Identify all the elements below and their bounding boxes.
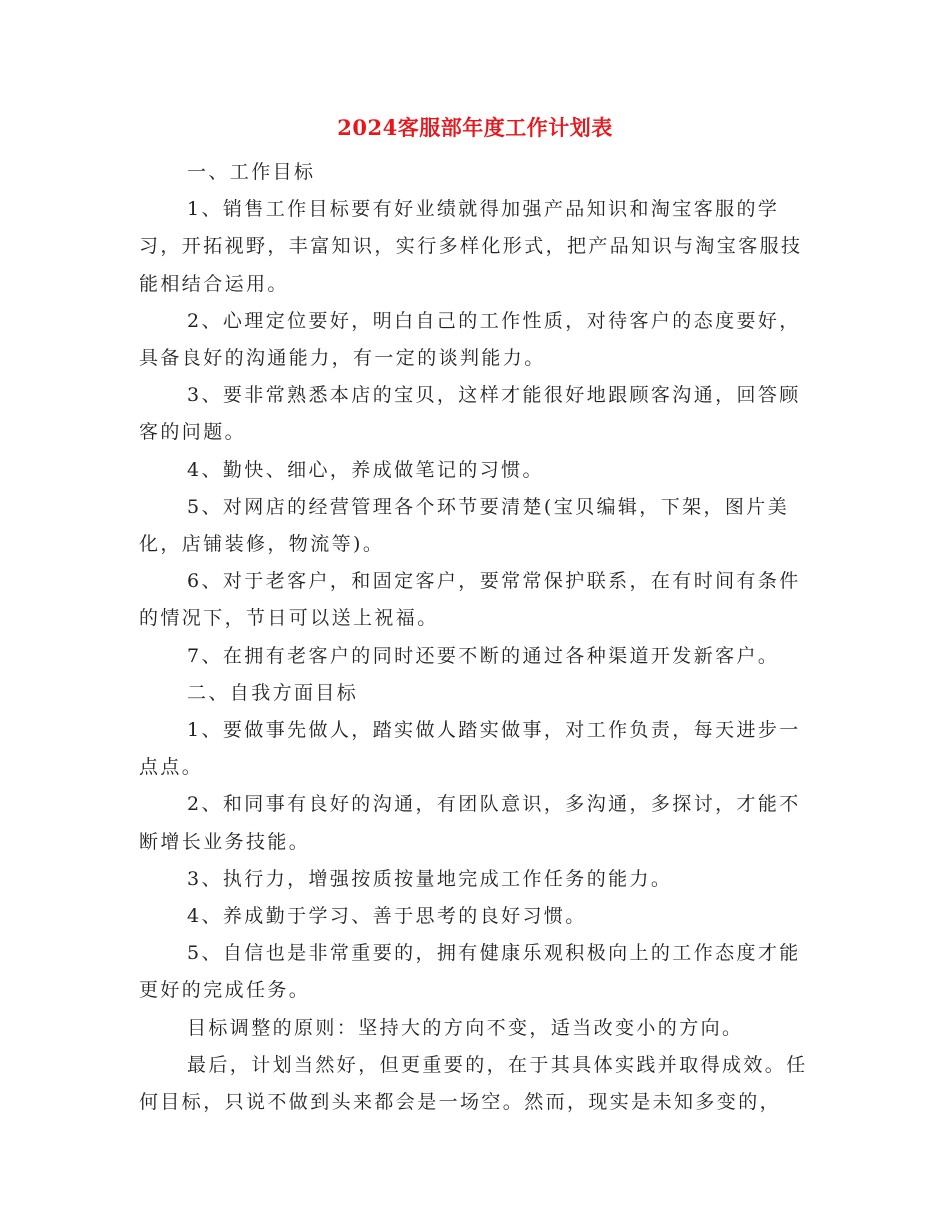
- section-heading-self-goals: 二、自我方面目标: [187, 681, 359, 704]
- document-title: 2024客服部年度工作计划表: [337, 115, 613, 140]
- paragraph: 最后，计划当然好，但更重要的，在于其具体实践并取得成效。任何目标，只说不做到头来都会是一场空。然而，现实是未知多变的，: [139, 1053, 808, 1114]
- paragraph: 5、自信也是非常重要的，拥有健康乐观积极向上的工作态度才能更好的完成任务。: [139, 942, 801, 1002]
- paragraph: 3、执行力，增强按质按量地完成工作任务的能力。: [187, 867, 673, 890]
- paragraph: 6、对于老客户，和固定客户，要常常保护联系，在有时间有条件的情况下，节日可以送上祝福。: [139, 570, 801, 630]
- paragraph: 4、勤快、细心，养成做笔记的习惯。: [187, 458, 544, 481]
- paragraph: 3、要非常熟悉本店的宝贝，这样才能很好地跟顾客沟通，回答顾客的问题。: [139, 384, 801, 444]
- paragraph: 2、和同事有良好的沟通，有团队意识，多沟通，多探讨，才能不断增长业务技能。: [139, 793, 801, 853]
- paragraph: 4、养成勤于学习、善于思考的良好习惯。: [187, 905, 587, 928]
- paragraph: 5、对网店的经营管理各个环节要清楚(宝贝编辑，下架，图片美化，店铺装修，物流等)。: [139, 495, 790, 556]
- paragraph: 目标调整的原则：坚持大的方向不变，适当改变小的方向。: [187, 1016, 744, 1039]
- paragraph: 7、在拥有老客户的同时还要不断的通过各种渠道开发新客户。: [187, 644, 780, 667]
- paragraph: 1、要做事先做人，踏实做人踏实做事，对工作负责，每天进步一点点。: [139, 719, 801, 779]
- paragraph: 1、销售工作目标要有好业绩就得加强产品知识和淘宝客服的学习，开拓视野，丰富知识，实行多样化形式，把产品知识与淘宝客服技能相结合运用。: [139, 198, 803, 295]
- document-body: [139, 154, 815, 1121]
- paragraph: 2、心理定位要好，明白自己的工作性质，对待客户的态度要好，具备良好的沟通能力，有一定的谈判能力。: [139, 309, 801, 370]
- section-heading-work-goals: 一、工作目标: [187, 161, 316, 183]
